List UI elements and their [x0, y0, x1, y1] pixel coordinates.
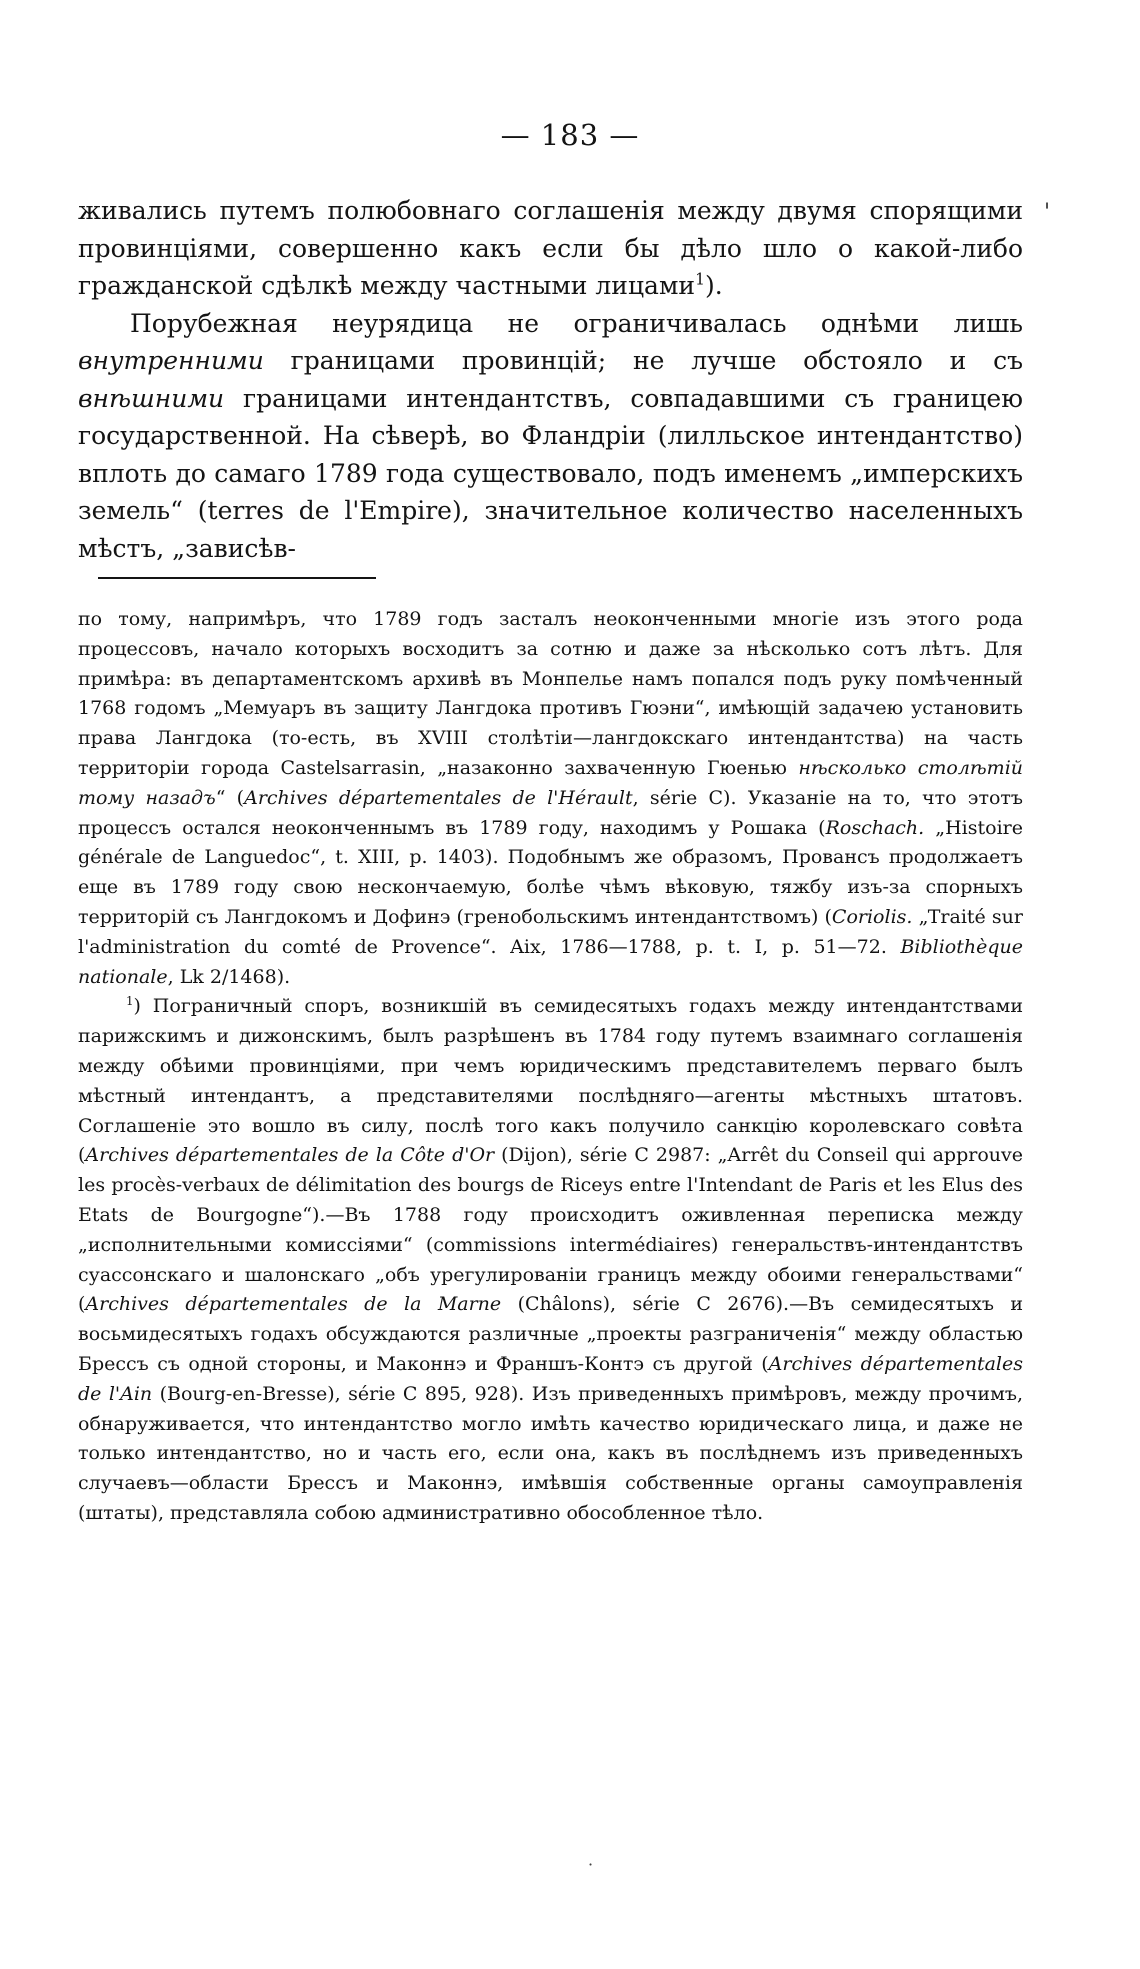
page-number: — 183 —: [500, 118, 640, 152]
paragraph-border-disorder: Порубежная неурядица не ограничивалась однѣми лишь внутренними границами провинцій; не лучше обстояло и съ внѣшними границами интендантствъ, совпадавшими съ границею государственной. На сѣверѣ, во Фландріи (лилльское интендантство) вплоть до самаго 1789 года существовало, подъ именемъ „имперскихъ земель“ (terres de l'Empire), значительное количество населенныхъ мѣстъ, „зависѣв-: [78, 308, 1023, 563]
footnote-marker: 1: [126, 994, 134, 1009]
footnotes: [78, 605, 1023, 1529]
footnote-separator: [98, 577, 376, 579]
emphasis-external: внѣшними: [78, 383, 225, 413]
footnote-continued: по тому, напримѣръ, что 1789 годъ засталъ неоконченными многіе изъ этого рода процессовъ, начало которыхъ восходитъ за сотню и даже за нѣсколько сотъ лѣтъ. Для примѣра: въ департаментскомъ архивѣ въ Монпелье намъ попался подъ руку помѣченный 1768 годомъ „Мемуаръ въ защиту Лангдока противъ Гюэни“, имѣющій задачею установить права Лангдока (то-есть, въ XVIII столѣтіи—лангдокскаго интендантства) на часть территоріи города Castelsarrasin, „назаконно захваченную Гюенью нѣсколько столѣтій тому назадъ“ (Archives départementales de l'Hérault, série C). Указаніе на то, что этотъ процессъ остался неоконченнымъ въ 1789 году, находимъ у Рошака (Roschach. „Histoire générale de Languedoc“, t. XIII, p. 1403). Подобнымъ же образомъ, Провансъ продолжаетъ еще въ 1789 году свою нескончаемую, болѣе чѣмъ вѣковую, тяжбу изъ-за спорныхъ территорій съ Лангдокомъ и Дофинэ (гренобольскимъ интендантствомъ) (Coriolis. „Traité sur l'administration du comté de Provence“. Aix, 1786—1788, p. t. I, p. 51—72. Bibliothèque nationale, Lk 2/1468).: [78, 608, 1024, 988]
footnote-ref: 1: [695, 270, 705, 289]
main-text: [78, 192, 1023, 567]
paragraph-continuation: живались путемъ полюбовнаго соглашенія между двумя спорящими провинціями, совершенно какъ если бы дѣло шло о какой-либо гражданской сдѣлкѣ между частными лицами$^1$).: [78, 196, 1023, 300]
footnote-1: $^1$) Пограничный споръ, возникшій въ семидесятыхъ годахъ между интендантствами парижскимъ и дижонскимъ, былъ разрѣшенъ въ 1784 году путемъ взаимнаго соглашенія между обѣими провинціями, при чемъ юридическимъ представителемъ перваго былъ мѣстный интендантъ, а представителями послѣдняго—агенты мѣстныхъ штатовъ. Соглашеніе это вошло въ силу, послѣ того какъ получило санкцію королевскаго совѣта (Archives départementales de la Côte d'Or (Dijon), série C 2987: „Arrêt du Conseil qui approuve les procès-verbaux de délimitation des bourgs de Riceys entre l'Intendant de Paris et les Elus des Etats de Bourgogne“).—Въ 1788 году происходитъ оживленная переписка между „исполнительными комиссіями“ (commissions intermédiaires) генеральствъ-интендантствъ суассонскаго и шалонскаго „объ урегулированіи границъ между обоими генеральствами“ (Archives départementales de la Marne (Châlons), série C 2676).—Въ семидесятыхъ и восьмидесятыхъ годахъ обсуждаются различные „проекты разграниченія“ между областью Брессъ съ одной стороны, и Маконнэ и Франшъ-Контэ съ другой (Archives départementales de l'Ain (Bourg-en-Bresse), série C 895, 928). Изъ приведенныхъ примѣровъ, между прочимъ, обнаруживается, что интендантство могло имѣть качество юридическаго лица, и даже не только интендантство, но и часть его, если она, какъ въ послѣднемъ изъ приведенныхъ случаевъ—области Брессъ и Маконнэ, имѣвшія собственные органы самоуправленія (штаты), представляла собою административно обособленное тѣло.: [78, 994, 1023, 1524]
emphasis-internal: внутренними: [78, 346, 264, 375]
margin-mark: ': [1044, 200, 1051, 225]
stray-mark: ·: [588, 1855, 594, 1874]
